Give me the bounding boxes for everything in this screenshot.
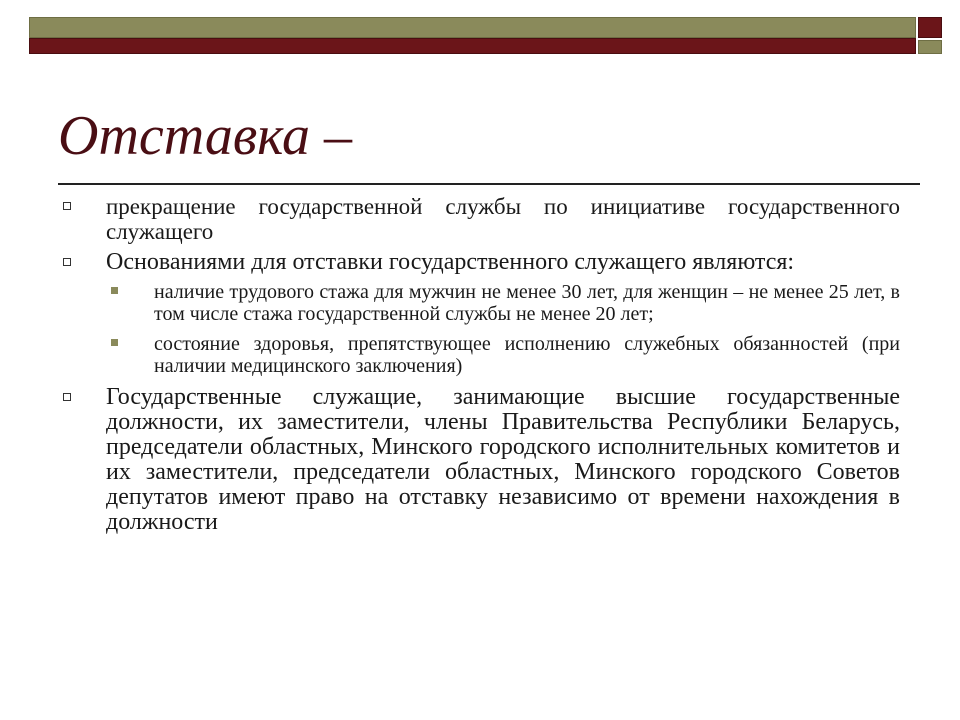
hollow-square-bullet-icon	[63, 393, 71, 401]
sub-bullet-text: состояние здоровья, препятствующее исполнению служебных обязанностей (при наличии медицинского заключения)	[154, 333, 900, 377]
bullet-text: Основаниями для отставки государственного служащего являются:	[106, 249, 795, 275]
header-band-olive	[29, 17, 916, 38]
slide-body	[58, 194, 900, 541]
hollow-square-bullet-icon	[63, 258, 71, 266]
title-divider	[58, 183, 920, 185]
bullet-item	[58, 250, 900, 275]
slide-title: Отставка –	[58, 105, 352, 167]
bullet-text: Государственные служащие, занимающие высшие государственные должности, их заместители, члены Правительства Республики Беларусь, председатели областных, Минского городского исполнительных комитетов и их заместители, председатели областных, Минского городского Советов депутатов имеют право на отставку независимо от времени нахождения в должности	[106, 384, 900, 535]
bullet-item	[58, 194, 900, 244]
header-band-maroon	[29, 38, 916, 54]
sub-bullet-list	[58, 281, 900, 377]
header-square-olive	[918, 40, 942, 54]
sub-bullet-item	[58, 281, 900, 325]
sub-bullet-item	[58, 333, 900, 377]
sub-bullet-text: наличие трудового стажа для мужчин не менее 30 лет, для женщин – не менее 25 лет, в том числе стажа государственной службы не менее 20 лет;	[154, 281, 900, 325]
bullet-text: прекращение государственной службы по инициативе государственного служащего	[106, 194, 900, 244]
filled-square-bullet-icon	[111, 287, 118, 294]
bullet-item	[58, 385, 900, 535]
hollow-square-bullet-icon	[63, 202, 71, 210]
filled-square-bullet-icon	[111, 339, 118, 346]
header-square-maroon	[918, 17, 942, 38]
